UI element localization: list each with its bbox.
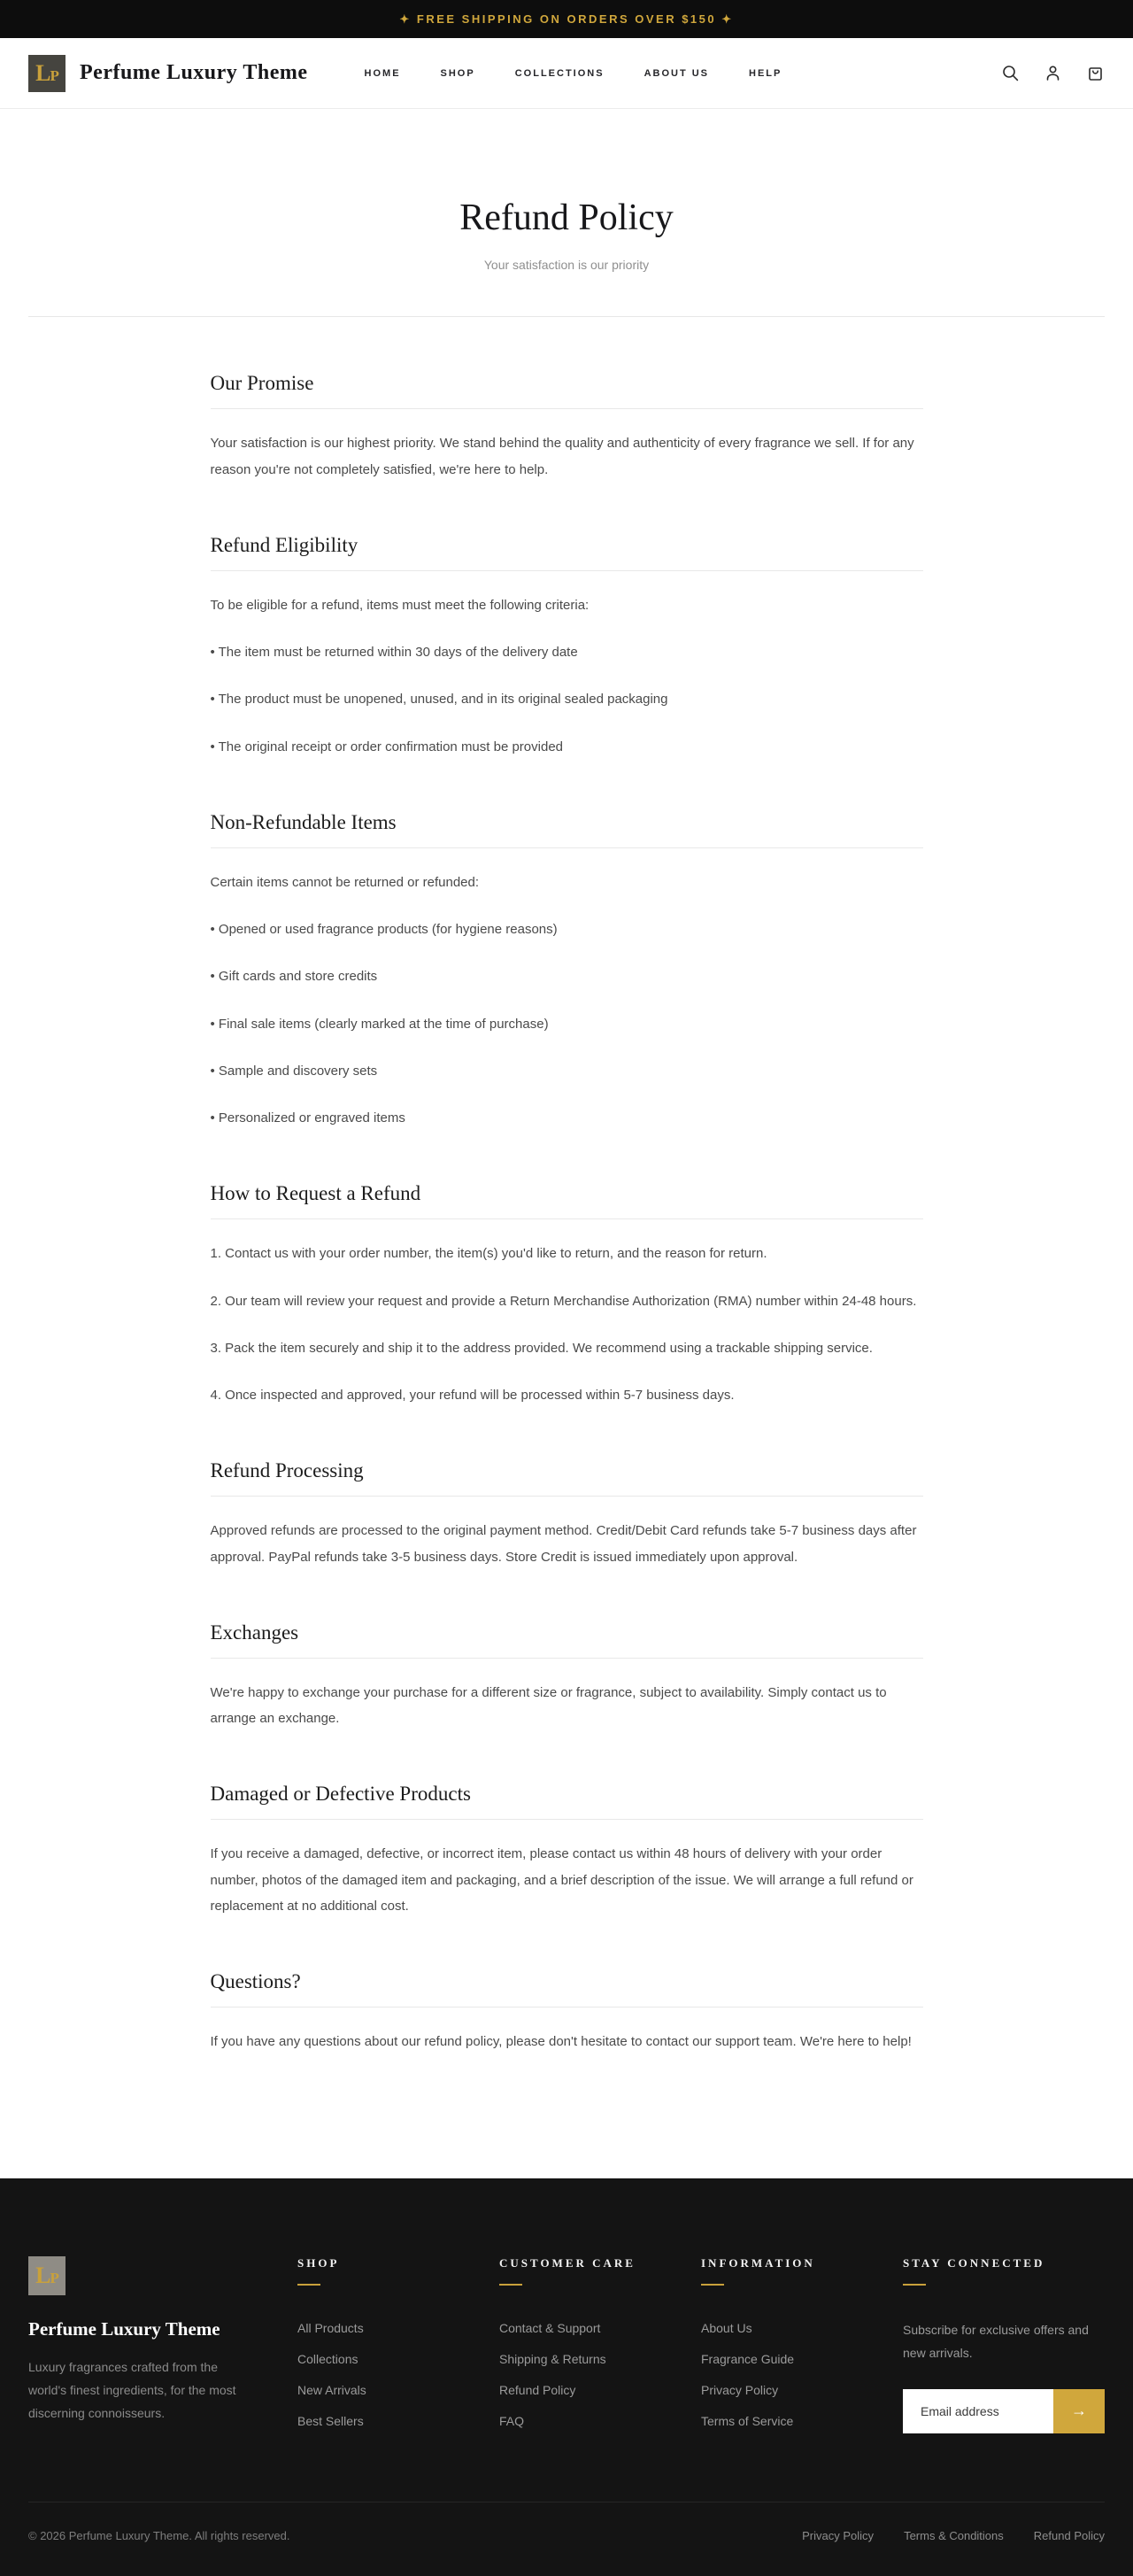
footer-link-all-products[interactable]: All Products [297, 2321, 364, 2336]
bullet-item: • The product must be unopened, unused, and in its original sealed packaging [210, 692, 668, 708]
section-paragraph: Your satisfaction is our highest priority. We stand behind the quality and authenticity of every fragrance we sell. If for any reason you're not completely satisfied, we're here to help. [210, 436, 914, 477]
footer-column-shop [297, 2256, 496, 2445]
section-heading: Questions? [211, 1970, 923, 2007]
section-refund-eligibility [211, 534, 923, 760]
footer-link-privacy-policy[interactable]: Privacy Policy [701, 2383, 779, 2398]
numbered-step: 4. Once inspected and approved, your refund will be processed within 5-7 business days. [210, 1388, 735, 1404]
section-heading: Refund Processing [211, 1459, 923, 1497]
footer-link-refund-policy[interactable]: Refund Policy [499, 2383, 576, 2398]
nav-about-us[interactable]: ABOUT US [644, 67, 710, 79]
gold-underline [297, 2284, 320, 2286]
section-paragraph: To be eligible for a refund, items must meet the following criteria: [210, 597, 590, 613]
footer-link-terms-of-service[interactable]: Terms of Service [701, 2414, 794, 2429]
section-paragraph: Approved refunds are processed to the original payment method. Credit/Debit Card refunds take 5-7 business days after approval. PayPal refunds take 3-5 business days. Store Credit is issued immediately upon approval. [210, 1523, 917, 1565]
subscribe-button[interactable] [1053, 2389, 1105, 2433]
bullet-item: • Sample and discovery sets [210, 1063, 378, 1079]
numbered-step: 3. Pack the item securely and ship it to the address provided. We recommend using a trackable shipping service. [210, 1340, 873, 1356]
bullet-item: • The original receipt or order confirmation must be provided [210, 739, 564, 754]
section-how-to-request-refund [211, 1182, 923, 1408]
footer-column-title: SHOP [297, 2256, 340, 2270]
bullet-item: • The item must be returned within 30 days of the delivery date [210, 645, 578, 661]
nav-collections[interactable]: COLLECTIONS [514, 67, 605, 79]
numbered-step: 1. Contact us with your order number, the item(s) you'd like to return, and the reason for return. [210, 1246, 767, 1262]
section-exchanges [211, 1621, 923, 1732]
page-subtitle: Your satisfaction is our priority [483, 258, 650, 273]
footer-brand [28, 2256, 294, 2445]
section-refund-processing [211, 1459, 923, 1570]
site-header [0, 38, 1133, 109]
footer-link-shipping-returns[interactable]: Shipping & Returns [499, 2352, 606, 2367]
newsletter-text: Subscribe for exclusive offers and new arrivals. [903, 2323, 1089, 2360]
footer-logo[interactable] [28, 2256, 66, 2295]
footer-bottom-bar [28, 2502, 1105, 2576]
section-paragraph: Certain items cannot be returned or refunded: [210, 874, 480, 890]
section-heading: Non-Refundable Items [211, 811, 923, 848]
section-heading: Damaged or Defective Products [211, 1783, 923, 1820]
section-heading: Exchanges [211, 1621, 923, 1659]
section-paragraph: We're happy to exchange your purchase for a different size or fragrance, subject to availability. Simply contact us to arrange an exchange. [210, 1684, 887, 1727]
bullet-item: • Opened or used fragrance products (for hygiene reasons) [210, 922, 558, 938]
gold-underline [499, 2284, 522, 2286]
main-nav [365, 68, 782, 79]
refund-policy-content [211, 317, 923, 2178]
legal-link-privacy-policy[interactable]: Privacy Policy [802, 2529, 875, 2543]
nav-shop[interactable]: SHOP [440, 67, 475, 79]
email-input[interactable] [903, 2389, 1053, 2433]
footer-link-collections[interactable]: Collections [297, 2352, 358, 2367]
newsletter-form [903, 2389, 1105, 2433]
footer-column-information [701, 2256, 899, 2445]
footer-column-title: STAY CONNECTED [903, 2256, 1045, 2270]
section-paragraph: If you have any questions about our refund policy, please don't hesitate to contact our support team. We're here to help! [210, 2034, 912, 2050]
gold-underline [903, 2284, 926, 2286]
footer-column-newsletter [903, 2256, 1105, 2445]
announcement-text: ✦ FREE SHIPPING ON ORDERS OVER $150 ✦ [399, 12, 734, 26]
footer-logo-monogram: LP [35, 2263, 58, 2289]
logo-monogram: LP [35, 59, 58, 86]
page-title: Refund Policy [459, 197, 674, 238]
arrow-right-icon: → [1071, 2402, 1087, 2420]
section-paragraph: If you receive a damaged, defective, or incorrect item, please contact us within 48 hours of delivery with your order number, photos of the damaged item and packaging, and a brief description of the issue. We will arrange a full refund or replacement at no additional cost. [210, 1846, 913, 1914]
legal-link-terms-conditions[interactable]: Terms & Conditions [904, 2529, 1004, 2543]
header-icons [1001, 64, 1105, 82]
copyright-text: © 2026 Perfume Luxury Theme. All rights reserved. [28, 2529, 290, 2543]
footer-link-about-us[interactable]: About Us [701, 2321, 752, 2336]
footer-link-best-sellers[interactable]: Best Sellers [297, 2414, 364, 2429]
footer-legal-links [802, 2529, 1105, 2542]
section-heading: How to Request a Refund [211, 1182, 923, 1219]
bullet-item: • Personalized or engraved items [210, 1110, 405, 1126]
site-footer [0, 2178, 1133, 2576]
brand-logo[interactable] [28, 55, 66, 92]
nav-home[interactable]: HOME [364, 67, 401, 79]
footer-link-fragrance-guide[interactable]: Fragrance Guide [701, 2352, 795, 2367]
account-icon[interactable] [1044, 64, 1062, 82]
legal-link-refund-policy[interactable]: Refund Policy [1033, 2529, 1105, 2543]
announcement-bar [0, 0, 1133, 38]
numbered-step: 2. Our team will review your request and provide a Return Merchandise Authorization (RMA) number within 24-48 hours. [210, 1293, 917, 1309]
footer-link-contact-support[interactable]: Contact & Support [499, 2321, 601, 2336]
section-heading: Our Promise [211, 372, 923, 409]
section-heading: Refund Eligibility [211, 534, 923, 571]
section-questions [211, 1970, 923, 2054]
search-icon[interactable] [1001, 64, 1020, 82]
bullet-item: • Gift cards and store credits [210, 969, 378, 985]
bullet-item: • Final sale items (clearly marked at the time of purchase) [210, 1016, 549, 1032]
section-non-refundable-items [211, 811, 923, 1132]
footer-column-title: INFORMATION [701, 2256, 815, 2270]
cart-icon[interactable] [1086, 64, 1105, 82]
footer-brand-name: Perfume Luxury Theme [28, 2318, 220, 2340]
page-hero [0, 109, 1133, 317]
footer-column-title: CUSTOMER CARE [499, 2256, 636, 2270]
footer-column-customer-care [499, 2256, 698, 2445]
brand-name[interactable]: Perfume Luxury Theme [80, 61, 308, 84]
footer-brand-description: Luxury fragrances crafted from the world's finest ingredients, for the most discerning connoisseurs. [28, 2360, 236, 2421]
section-our-promise [211, 372, 923, 483]
nav-help[interactable]: HELP [749, 67, 782, 79]
section-damaged-defective [211, 1783, 923, 1919]
footer-link-new-arrivals[interactable]: New Arrivals [297, 2383, 366, 2398]
gold-underline [701, 2284, 724, 2286]
footer-link-faq[interactable]: FAQ [499, 2414, 525, 2429]
